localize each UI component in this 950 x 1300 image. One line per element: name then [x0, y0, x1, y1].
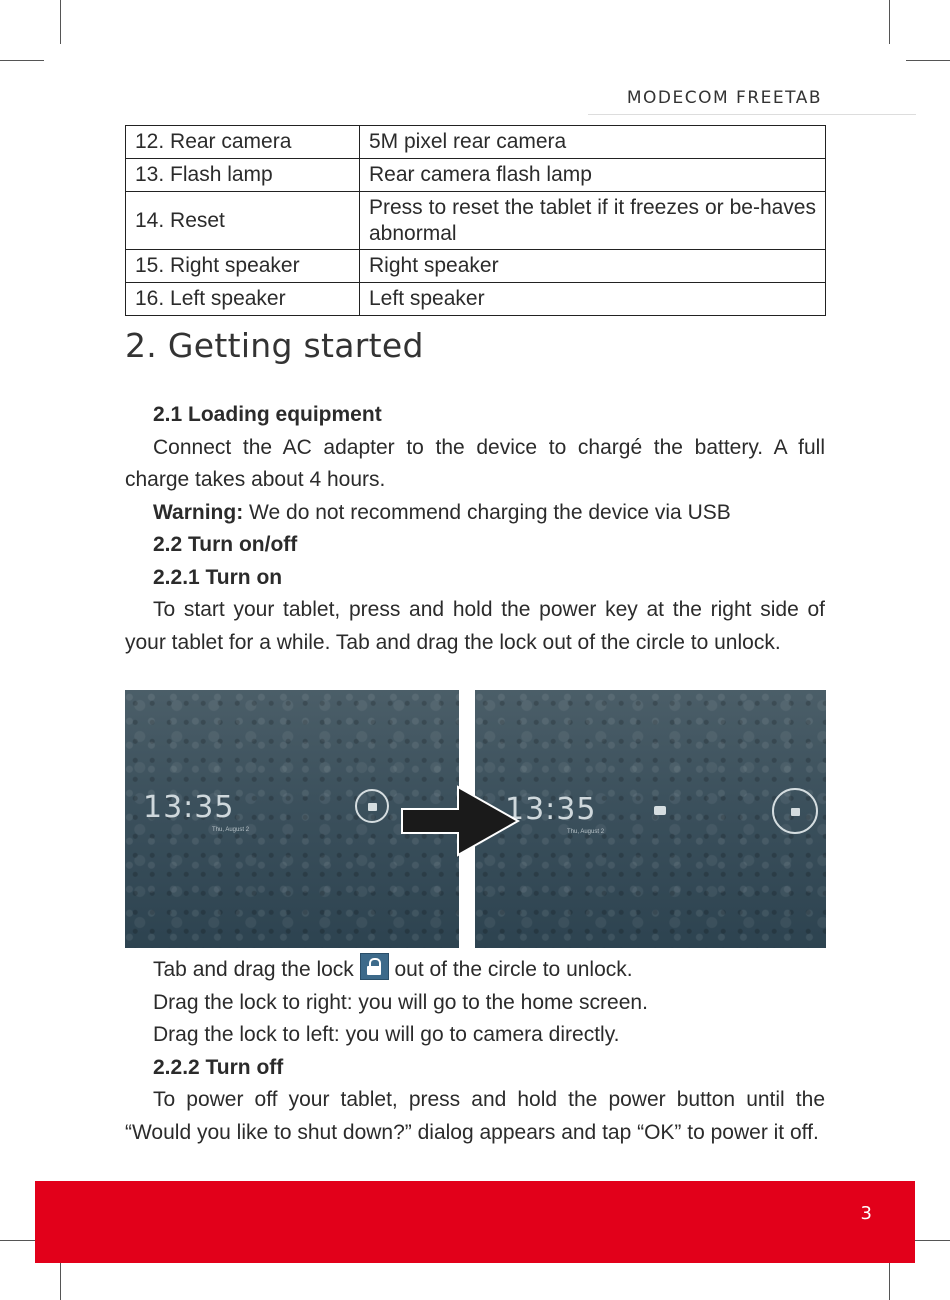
table-cell-desc: Press to reset the tablet if it freezes or be-haves abnormal: [360, 192, 826, 250]
clock-time: 13:35: [143, 790, 235, 825]
header-brand: MODECOM FREETAB: [626, 88, 822, 108]
clock-date: Thu, August 2: [567, 829, 605, 835]
table-row: [126, 283, 826, 316]
lockscreen-screenshot-unlocking: [475, 690, 826, 948]
clock-date: Thu, August 2: [212, 827, 250, 833]
table-row: [126, 250, 826, 283]
subsection-heading: 2.2.2 Turn off: [153, 1055, 284, 1079]
unlock-ring-icon: [772, 788, 818, 834]
lock-icon: [360, 953, 389, 980]
subsection-heading: 2.2.1 Turn on: [153, 565, 283, 589]
right-arrow-icon: [400, 785, 520, 857]
table-cell-item: 13. Flash lamp: [126, 159, 360, 192]
table-cell-desc: Right speaker: [360, 250, 826, 283]
lock-ring-icon: [355, 789, 389, 823]
table-cell-desc: Rear camera flash lamp: [360, 159, 826, 192]
table-row: [126, 192, 826, 250]
paragraph: Connect the AC adapter to the device to chargé the battery. A full charge takes about 4 hours.: [125, 435, 825, 491]
header-rule: [588, 114, 916, 115]
crop-mark: [0, 60, 44, 61]
footer-bar: [35, 1181, 915, 1263]
paragraph: To power off your tablet, press and hold the power button until the “Would you like to shut down?” dialog appears and tap “OK” to power it off.: [125, 1088, 825, 1144]
table-cell-item: 16. Left speaker: [126, 283, 360, 316]
instruction-text: Tab and drag the lock: [153, 958, 360, 981]
camera-icon: [654, 806, 666, 815]
paragraph: To start your tablet, press and hold the power key at the right side of your tablet for a while. Tab and drag the lock out of the circle to unlock.: [125, 598, 825, 654]
warning-text: We do not recommend charging the device via USB: [243, 500, 731, 524]
instruction-line: Drag the lock to right: you will go to the home screen.: [153, 990, 648, 1014]
body-text-upper: [125, 399, 825, 659]
table-row: [126, 159, 826, 192]
table-cell-item: 15. Right speaker: [126, 250, 360, 283]
page-number: 3: [860, 1203, 872, 1224]
instruction-line: Drag the lock to left: you will go to camera directly.: [153, 1023, 620, 1046]
clock-time: 13:35: [505, 792, 597, 827]
instruction-line: [125, 953, 825, 987]
instruction-text: out of the circle to unlock.: [388, 958, 633, 981]
table-cell-desc: Left speaker: [360, 283, 826, 316]
spec-table: [125, 125, 826, 316]
subsection-heading: 2.1 Loading equipment: [153, 403, 382, 426]
table-cell-item: 12. Rear camera: [126, 126, 360, 159]
crop-mark: [889, 0, 890, 44]
table-cell-desc: 5M pixel rear camera: [360, 126, 826, 159]
warning-line: [125, 497, 825, 530]
subsection-heading: 2.2 Turn on/off: [153, 533, 298, 556]
body-text-lower: [125, 953, 825, 1149]
crop-mark: [906, 60, 950, 61]
table-cell-item: 14. Reset: [126, 192, 360, 250]
warning-label: Warning:: [153, 500, 244, 524]
crop-mark: [60, 0, 61, 44]
table-row: [126, 126, 826, 159]
section-title: 2. Getting started: [125, 326, 424, 365]
